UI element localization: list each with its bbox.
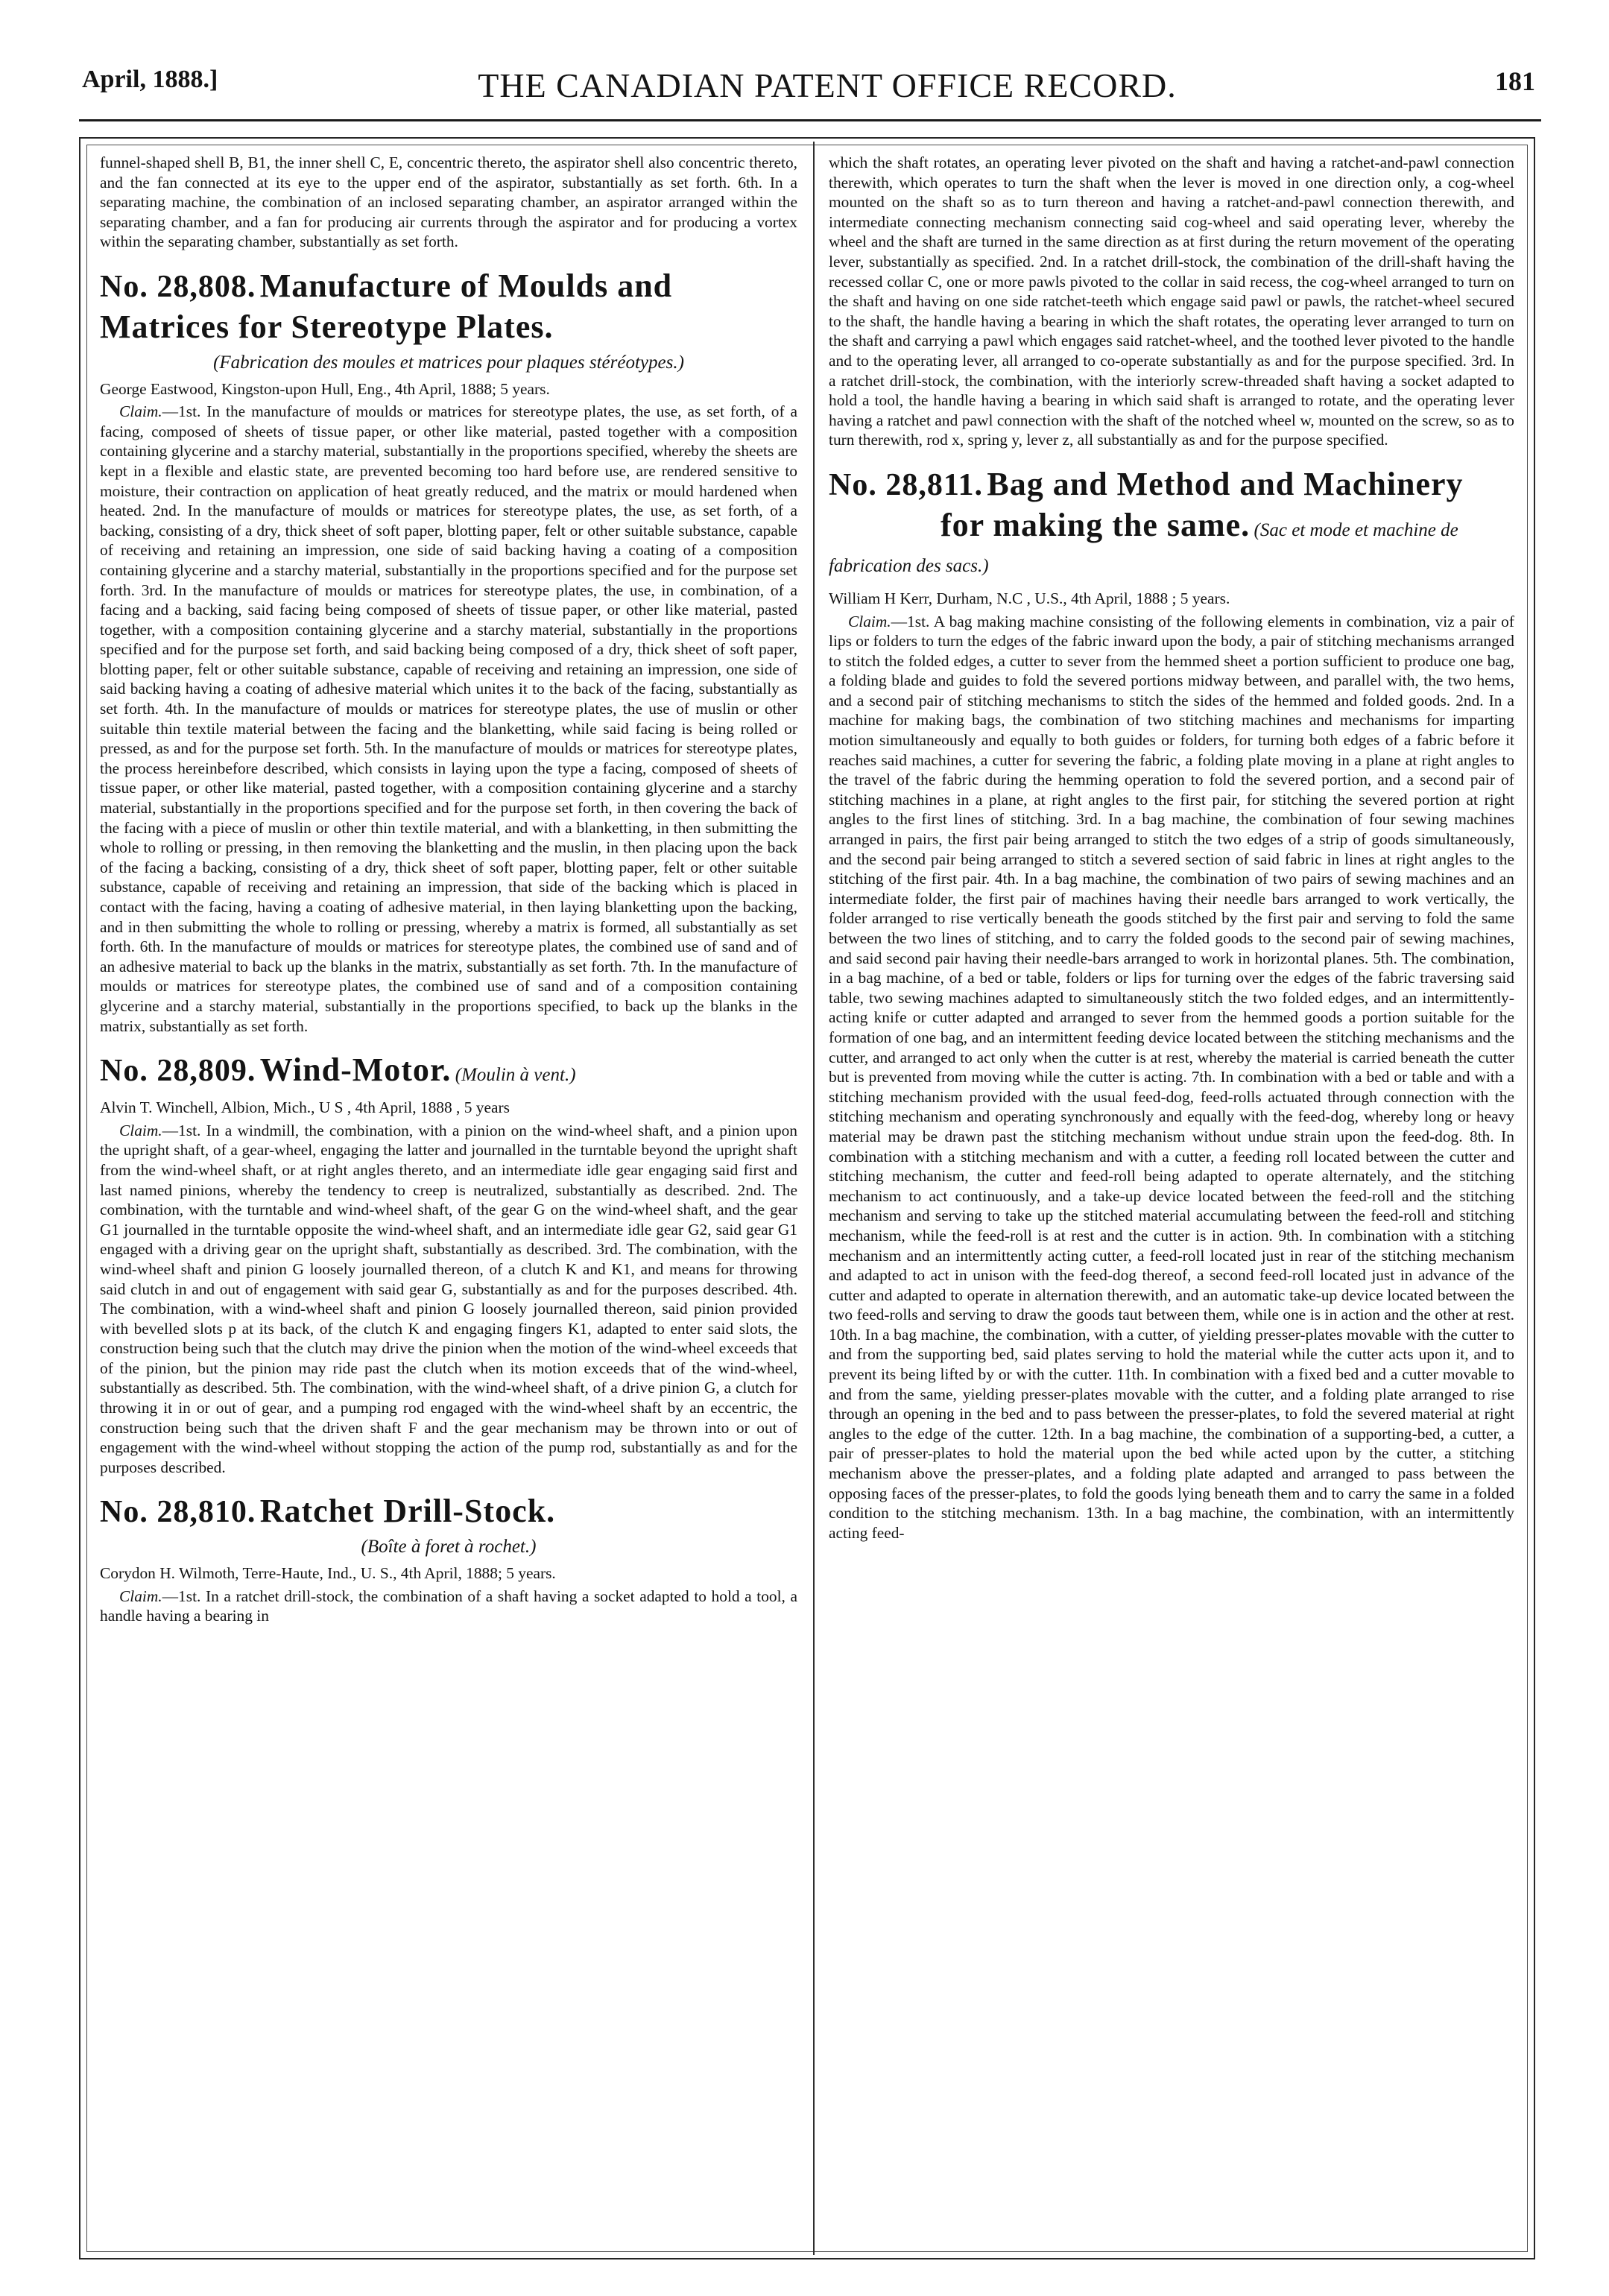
patent-title: Ratchet Drill-Stock. — [259, 1493, 556, 1530]
patent-french-title: (Sac et mode et machine de fabrication des sacs.) — [829, 519, 1458, 576]
patent-claims — [100, 402, 797, 1036]
patent-title-continued: for making the same. — [941, 506, 1251, 543]
header-page-number: 181 — [1495, 66, 1535, 96]
patent-inventor: Corydon H. Wilmoth, Terre-Haute, Ind., U. S., 4th April, 1888; 5 years. — [100, 1564, 556, 1583]
claim-label: Claim. — [119, 1587, 162, 1605]
claim-label: Claim. — [119, 402, 162, 421]
patent-claims — [100, 1121, 797, 1478]
patent-title: Bag and Method and Machinery — [987, 465, 1464, 502]
claim-text: —1st. In a ratchet drill-stock, the combination of a shaft having a socket adapted to hold a tool, a handle having a bearing in — [100, 1587, 797, 1625]
right-column — [829, 153, 1514, 2251]
patent-french-title: (Boîte à foret à rochet.) — [361, 1537, 537, 1557]
claim-label: Claim. — [848, 612, 891, 630]
patent-french-title: (Fabrication des moules et matrices pour plaques stéréotypes.) — [213, 352, 684, 373]
patent-title: Manufacture of Moulds and Matrices for Stereotype Plates. — [100, 267, 673, 345]
patent-heading — [100, 268, 797, 350]
continuation-paragraph: which the shaft rotates, an operating lever pivoted on the shaft and having a ratchet-and-pawl connection therewith, which operates to turn the shaft when the lever is moved in one direction only, a cog-wheel mounted on the shaft so as to turn thereon and having a ratchet-and-pawl connection therewith, and intermediate connecting mechanism connecting said cog-wheel and said operating lever, whereby the wheel and the shaft are turned in the same direction as at first during the return movement of the operating lever, substantially as specified. 2nd. In a ratchet drill-stock, the combination of the drill-shaft having the recessed collar C, one or more pawls pivoted to the collar in said recess, the cog-wheel arranged to turn on the shaft and having on one side ratchet-teeth which engage said pawl or pawls, the ratchet-wheel secured to the shaft, the handle having a bearing in which the shaft rotates, the operating lever arranged to turn on the shaft and carrying a pawl which engages said ratchet-wheel, and the toothed lever pivoted to the handle and to the operating lever, all arranged to co-operate substantially as and for the purpose specified. 3rd. In a ratchet drill-stock, the combination, with the interiorly screw-threaded shaft having a socket adapted to hold a tool, the handle having a bearing in which said shaft is arranged to rotate, and the operating lever having a ratchet and pawl connection with the shaft of the notched wheel w, mounted on the screw, so as to turn therewith, rod x, spring y, lever z, all substantially as and for the purpose specified. — [829, 154, 1514, 449]
patent-number: No. 28,810. — [100, 1495, 256, 1530]
patent-title: Wind-Motor. — [259, 1051, 452, 1089]
patent-heading — [100, 1052, 797, 1093]
claim-text: —1st. In a windmill, the combination, with a pinion on the wind-wheel shaft, and a pinion upon the upright shaft, of a gear-wheel, engaging the latter and journalled in the turntable beyond the upright shaft from the wind-wheel shaft, or at right angles thereto, and an intermediate idle gear engaging said first and last named pinions, whereby the tendency to creep is neutralized, substantially as described. 2nd. The combination, with the turntable and wind-wheel shaft, of the gear G on the wind-wheel shaft, and the gear G1 journalled in the turntable opposite the wind-wheel shaft, and an intermediate idle gear G2, said gear G1 engaged with a driving gear on the upright shaft, substantially as described. 3rd. The combination, with the wind-wheel shaft and pinion G loosely journalled thereon, of a clutch K and K1, and means for throwing said clutch in and out of engagement with said gear G, substantially as and for the purposes described. 4th. The combination, with a wind-wheel shaft and pinion G loosely journalled thereon, said pinion provided with bevelled slots p at its back, of the clutch K and engaging fingers K1, adapted to enter said slots, the construction being such that the clutch may drive the pinion when the motion of the wind-wheel exceeds that of the pinion, but the pinion may ride past the clutch when its motion exceeds that of the wind-wheel, substantially as described. 5th. The combination, with the wind-wheel shaft, of a drive pinion G, a clutch for throwing it in or out of gear, and a pumping rod engaged with the wind-wheel shaft by an eccentric, the construction being such that the driven shaft F and the gear mechanism may be thrown into or out of engagement with the wind-wheel without stopping the action of the pump rod, substantially as and for the purposes described. — [100, 1121, 797, 1476]
header-date: April, 1888.] — [82, 66, 218, 93]
claim-label: Claim. — [119, 1121, 162, 1139]
claim-text: —1st. In the manufacture of moulds or matrices for stereotype plates, the use, as set forth, of a facing, composed of sheets of tissue paper, or other like material, pasted together with a composition containing glycerine and a starchy material, substantially in the proportions specified, whereby the sheets are kept in a flexible and elastic state, are prevented becoming too hard before use, are rendered sensitive to moisture, their contraction on application of heat greatly reduced, and the matrix or mould hardened when heated. 2nd. In the manufacture of moulds or matrices for stereotype plates, the use, as set forth, of a backing, consisting of a dry, thick sheet of soft paper, blotting paper, felt or other suitable substance, capable of receiving and retaining an impression, one side of said backing having a coating of a composition containing glycerine and a starchy material, substantially in the proportions specified and for the purpose set forth. 3rd. In the manufacture of moulds or matrices for stereotype plates, the use, in combination, of a facing and a backing, said facing being composed of sheets of tissue paper, or other like material, pasted together, with a composition containing glycerine and a starchy material, substantially in the proportions specified and for the purpose set forth, and said backing being composed of a dry, thick sheet of soft paper, blotting paper, felt or other suitable substance, capable of receiving and retaining an impression, one side of said backing having a coating of adhesive material which unites it to the back of the facing, substantially as set forth. 4th. In the manufacture of moulds or matrices for stereotype plates, the use of muslin or other suitable thin textile material between the facing and the blanketting, while said facing is being rolled or pressed, as and for the purpose set forth. 5th. In the manufacture of moulds or matrices for stereotype plates, the process hereinbefore described, which consists in laying upon the type a facing, composed of sheets of tissue paper, or other like material, pasted together, with a composition containing glycerine and a starchy material, substantially in the proportions specified and for the purpose set forth, in then covering the back of the facing with a piece of muslin or other thin textile material, and with a blanketting, in then submitting the whole to rolling or pressing, in then removing the blanketting and the muslin, in then placing upon the back of the facing a backing, consisting of a dry, thick sheet of soft paper, blotting paper, felt or other suitable substance, capable of receiving and retaining an impression, that side of the backing which is placed in contact with the facing, having a coating of adhesive material, in then laying blanketting upon the backing, and in then submitting the whole to rolling or pressing, whereby a matrix is formed, all substantially as set forth. 6th. In the manufacture of moulds or matrices for stereotype plates, the combined use of sand and of an adhesive material to back up the blanks in the matrix, substantially as set forth. 7th. In the manufacture of moulds or matrices for stereotype plates, the combined use of sand and of a composition containing glycerine and a starchy material, substantially in the proportions specified, to back up the blanks in the matrix, substantially as set forth. — [100, 402, 797, 1035]
patent-inventor: George Eastwood, Kingston-upon Hull, Eng., 4th April, 1888; 5 years. — [100, 379, 550, 398]
patent-heading — [829, 467, 1514, 584]
header-rule — [79, 119, 1541, 121]
continuation-paragraph: funnel-shaped shell B, B1, the inner shell C, E, concentric thereto, the aspirator shell also concentric thereto, and the fan connected at its eye to the upper end of the aspirator, substantially as set forth. 6th. In a separating machine, the combination of an inclosed separating chamber, an aspirator arranged within the separating chamber, and a fan for producing air currents through the aspirator and for producing a vortex within the separating chamber, substantially as set forth. — [100, 154, 797, 251]
patent-french-title: (Moulin à vent.) — [455, 1065, 576, 1086]
claim-text: —1st. A bag making machine consisting of the following elements in combination, viz a pair of lips or folders to turn the edges of the fabric inward upon the body, a pair of stitching mechanisms arranged to stitch the folded edges, a cutter to sever from the hemmed sheet a portion sufficient to produce one bag, a folding blade and guides to fold the severed portions midway between, and parallel with, the two hems, and a second pair of stitching mechanisms to stitch the sides of the hemmed and folded goods. 2nd. In a machine for making bags, the combination of two stitching machines and mechanisms for imparting motion simultaneously and equally to both guides or folders, for turning both edges of a fabric before it reaches said machines, a cutter for severing the fabric, a folding plate moving in a plane at right angles to the travel of the fabric during the hemming operation to fold the severed portion, and a second pair of stitching machines in a plane, at right angles to the first pair, for stitching the severed portion at right angles to the first lines of stitching. 3rd. In a bag machine, the combination of four sewing machines arranged in pairs, the first pair being arranged to stitch the two edges of a strip of goods simultaneously, and the second pair being arranged to stitch a severed section of said fabric in lines at right angles to the stitching of the first pair. 4th. In a bag machine, the combination of two pairs of sewing machines and an intermediate folder, the first pair of machines having their needle bars arranged to work vertically, the folder arranged to rise vertically beneath the goods stitched by the first pair and serving to fold the same between the two lines of stitching, and to carry the folded goods to the second pair of sewing machines, and said second pair having their needle-bars arranged to work in horizontal planes. 5th. The combination, in a bag machine, of a bed or table, folders or lips for turning over the edges of the fabric traversing said table, two sewing machines adapted to simultaneously stitch the two folded edges, and an intermittently-acting knife or cutter adapted and arranged to sever from the hemmed goods a portion suitable for the formation of one bag, and an intermittent feeding device located between the stitching mechanisms and the cutter, and arranged to act only when the cutter is at rest, whereby the material is carried beneath the cutter but is prevented from moving while the cutter is acting. 7th. In combination with a bed or table and with a stitching mechanism provided with the usual feed-dog, feed-rolls actuated through connection with the stitching mechanism and operating synchronously and equally with the feed-dog, whereby long or heavy material may be drawn past the stitching mechanism without undue strain upon the feed-dog. 8th. In combination with a stitching mechanism and with a cutter, a feeding roll located between the cutter and stitching mechanism, the cutter and feed-roll being adapted to operate alternately, and the stitching mechanism to act continuously, and a take-up device located between the feed-roll and the stitching mechanism and serving to take up the stitched material accumulating between the feed-roll and stitching mechanism, while the feed-roll is at rest and the cutter is in action. 9th. In combination with a stitching mechanism and an intermittently acting cutter, a feed-roll located just in rear of the stitching mechanism and adapted to act in unison with the feed-dog thereof, a second feed-roll located just in advance of the cutter and adapted to operate in alternation therewith, and an automatic take-up device located between the two feed-rolls and serving to draw the goods taut between them, while one is in action and the other at rest. 10th. In a bag machine, the combination, with a cutter, of yielding presser-plates movable with the cutter to and from the supporting bed, said plates serving to hold the material while the cutter acts upon it, and to prevent its being lifted by or with the cutter. 11th. In combination with a fixed bed and a cutter movable to and from the same, yielding presser-plates movable with the cutter, and a folding plate arranged to rise through an opening in the bed and to pass between the presser-plates, to fold the severed material at right angles to the edge of the cutter. 12th. In a bag machine, the combination of a supporting-bed, a cutter, a pair of presser-plates to hold the material upon the bed while acted upon by the cutter, a stitching mechanism above the presser-plates, and a folding plate adapted and arranged to pass between the opposing faces of the presser-plates, to fold the goods lying beneath them and to carry the same in a folded condition to the stitching mechanism. 13th. In a bag machine, the combination, with an intermittently acting feed- — [829, 612, 1514, 1542]
patent-inventor: Alvin T. Winchell, Albion, Mich., U S , 4th April, 1888 , 5 years — [100, 1098, 510, 1117]
header-title: THE CANADIAN PATENT OFFICE RECORD. — [478, 66, 1177, 104]
patent-claims — [100, 1587, 797, 1626]
patent-heading — [100, 1493, 797, 1534]
patent-number: No. 28,808. — [100, 269, 256, 304]
patent-number: No. 28,811. — [829, 467, 984, 502]
patent-inventor: William H Kerr, Durham, N.C , U.S., 4th April, 1888 ; 5 years. — [829, 589, 1230, 607]
left-column — [100, 153, 797, 2251]
column-divider — [813, 142, 815, 2255]
patent-number: No. 28,809. — [100, 1054, 256, 1089]
page-header — [82, 66, 1535, 110]
patent-claims — [829, 612, 1514, 1543]
